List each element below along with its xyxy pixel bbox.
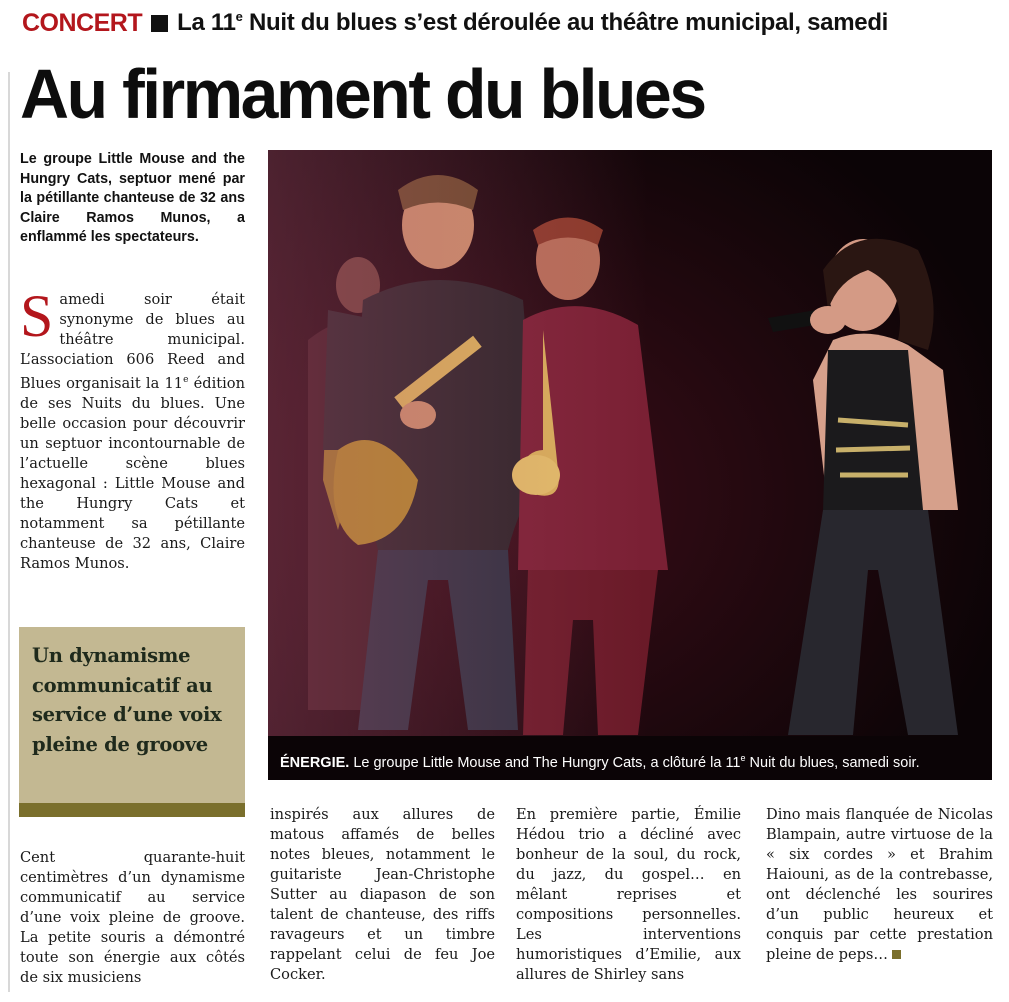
paragraph-1-sup: e [183, 375, 189, 385]
kicker [22, 6, 888, 40]
column-4-text: Dino mais flanquée de Nicolas Blampain, autre virtuose de la « six cordes » et Brahim Haiouni, as de la contrebasse, ont déclenché les sourires d’un public heureux et conquis par cette prestation pleine de peps… [766, 806, 993, 963]
caption-sup: e [740, 753, 746, 763]
pull-quote-bar [19, 803, 245, 817]
paragraph-1-text-b: édition de ses Nuits du blues. Une belle occasion pour découvrir un septuor incontournable de l’actuelle scène blues hexagonal : Little Mouse and the Hungry Cats et notamment sa pétillante chanteuse de 32 ans, Claire Ramos Munos. [20, 374, 245, 572]
concert-photo-illustration [268, 150, 992, 780]
photo-caption [268, 736, 992, 780]
lead-paragraph: Le groupe Little Mouse and the Hungry Cats, septuor mené par la pétillante chanteuse de 32 ans Claire Ramos Munos, a enflammé les spectateurs. [20, 151, 245, 245]
article-paragraph-1 [20, 283, 245, 574]
caption-label: ÉNERGIE. [280, 754, 350, 771]
caption-text-b: Nuit du blues, samedi soir. [745, 754, 920, 771]
article-column-1-continued: Cent quarante-huit centimètres d’un dynamisme communicatif au service d’une voix pleine de groove. La petite souris a démontré toute son énergie aux côtés de six musiciens [20, 849, 245, 986]
pull-quote-box [19, 627, 245, 805]
pull-quote: Un dynamisme communicatif au service d’une voix pleine de groove [32, 644, 222, 756]
concert-photo [268, 150, 992, 780]
end-mark-icon [892, 950, 901, 959]
article-column-3: En première partie, Émilie Hédou trio a décliné avec bonheur de la soul, du rock, du jazz, du gospel… en mêlant reprises et compositions personnelles. Les interventions humoristiques d’Emilie, aux allures de Shirley sans [516, 806, 741, 983]
article-column-4 [766, 805, 993, 965]
page-margin-rule [8, 72, 10, 992]
kicker-sup: e [235, 9, 243, 24]
square-bullet-icon [151, 15, 168, 32]
kicker-text-a: La 11 [177, 9, 236, 36]
kicker-text-b: Nuit du blues s’est déroulée au théâtre municipal, samedi [242, 9, 889, 36]
paragraph-1-text-a: amedi soir était synonyme de blues au théâtre municipal. L’association 606 Reed and Blues organisait la 11 [20, 291, 245, 392]
kicker-text [177, 9, 888, 37]
headline: Au firmament du blues [20, 55, 705, 133]
article-column-2: inspirés aux allures de matous affamés de belles notes bleues, notamment le guitariste Jean-Christophe Sutter au diapason de son talent de chanteuse, des riffs ravageurs et un timbre rappelant celui de feu Joe Cocker. [270, 806, 495, 983]
section-tag: CONCERT [22, 8, 143, 37]
drop-cap: S [20, 283, 54, 349]
caption-text-a: Le groupe Little Mouse and The Hungry Cats, a clôturé la 11 [349, 754, 741, 771]
